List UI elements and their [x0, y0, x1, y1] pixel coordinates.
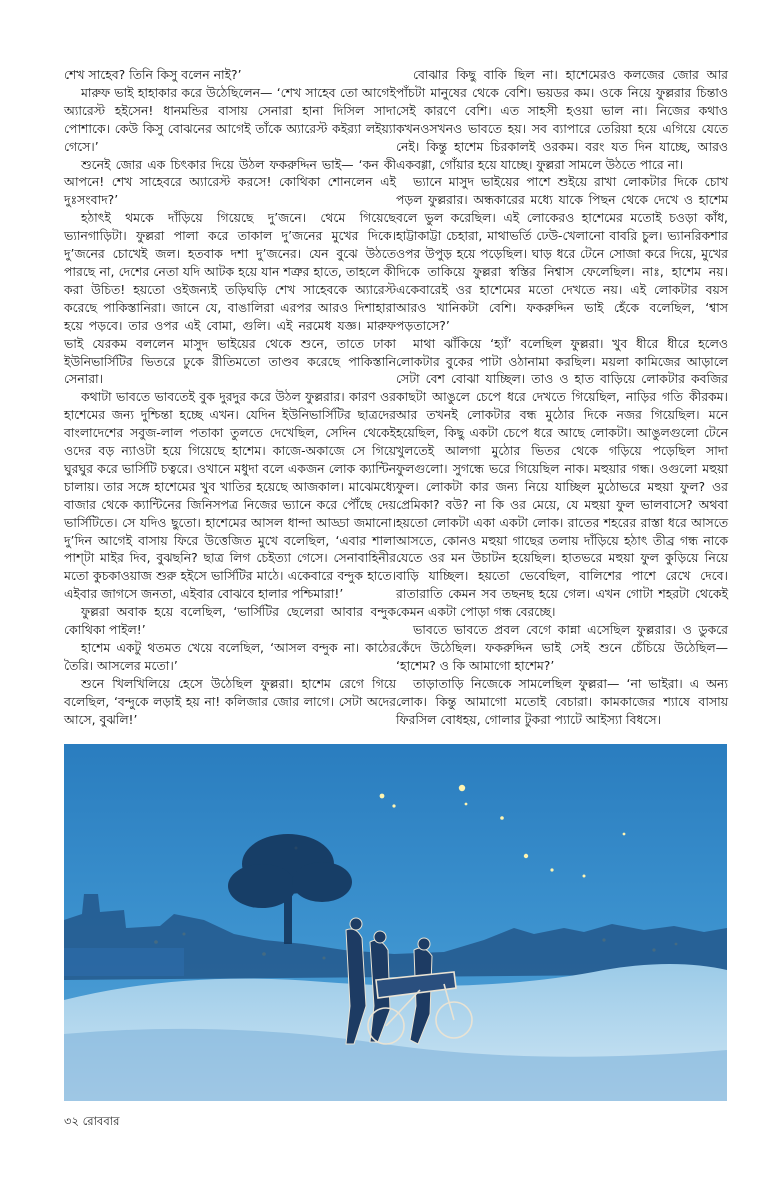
paragraph: বোঝার কিছু বাকি ছিল না। হাশেমেরও কলজের জোর আর পাঁচটা মানুষের থেকে বেশি। ভয়ডর কম। ওকে নিয়ে ফুল্লরার চিন্তাও সেই কারণে বেশি। এত সাহসী হওয়া ভাল না। নিজের কথাও কখনওসখনও ভাবতে হয়। সব ব্যাপারে তেরিয়া হয়ে এগিয়ে যেতে নেই। কিন্তু হাশেম চিরকালই ওরকম। বরং যত দিন যাচ্ছে, আরও একবগ্গা, গোঁয়ার হয়ে যাচ্ছে। ফুল্লরা সামলে উঠতে পারে না। [396, 67, 728, 172]
article-column-left [64, 66, 396, 729]
paragraph: ভ্যানে মাসুদ ভাইয়ের পাশে শুইয়ে রাখা লোকটার দিকে চোখ পড়ল ফুল্লরার। অন্ধকারের মধ্যে যাকে পিছন থেকে দেখে ও হাশেম বলে ভুল করেছিল। এই লোকেরও হাশেমের মতোই চওড়া কাঁধ, হাট্টাকাট্টা চেহারা, মাথাভর্তি ঢেউ-খেলানো বাবরি চুল। ভ্যানরিকশার ওপর উপুড় হয়ে পড়েছিল। ঘাড় ধরে টেনে সোজা করে দিয়ে, মুখের দিকে তাকিয়ে ফুল্লরা স্বস্তির নিশ্বাস ফেলেছিল। নাঃ, হাশেম নয়। একেবারেই ওর হাশেমের মতো দেখতে নয়। এই লোকটার বয়স আরও খানিকটা বেশি। ফকরুদ্দিন ভাই হেঁকে বলেছিল, ‘শ্বাস পড়তাসে?’ [396, 174, 728, 333]
paragraph: শুনেই জোর এক চিৎকার দিয়ে উঠল ফকরুদ্দিন ভাই— ‘কন কী আপনে! শেখ সাহেবরে অ্যারেস্ট করসে! কোথিকা শোনলেন এই দুঃসংবাদ?’ [64, 156, 396, 208]
paragraph: ফুল্লরা অবাক হয়ে বলেছিল, ‘ভার্সিটির ছেলেরা আবার বন্দুক কোথিকা পাইল!’ [64, 604, 396, 638]
article-column-right [396, 66, 728, 729]
paragraph: কথাটা ভাবতে ভাবতেই বুক দুরদুর করে উঠল ফুল্লরার। কারণ ওর হাশেমের জন্য দুশ্চিন্তা হচ্ছে এখন। যেদিন ইউনিভার্সিটির ছাত্রদের বাংলাদেশের সবুজ-লাল পতাকা তুলতে দেখেছিল, সেদিন থেকেই ওদের বড় ন্যাওটা হয়ে গিয়েছে হাশেম। কাজে-অকাজে সে গিয়ে ঘুরঘুর করে ভার্সিটি চত্বরে। ওখানে মধুদা বলে একজন লোক ক্যান্টিন চালায়। তার সঙ্গে হাশেমের খুব খাতির হয়েছে আজকাল। মাঝেমধ্যে বাজার থেকে ক্যান্টিনের জিনিসপত্র নিজের ভ্যানে করে পৌঁছে দেয় ভার্সিটিতে। সে যদিও ছুতো। হাশেমের আসল ধান্দা আড্ডা জমানো। দু’দিন আগেই বাসায় ফিরে উত্তেজিত মুখে বলেছিল, ‘এবার শালা পাশ্টা মাইর দিব, বুঝছনি? ছাত্র লিগ চেইত্যা গেসে। সেনাবাহিনীর মতো কুচকাওয়াজ শুরু হইসে ভার্সিটির মাঠে। একেবারে বন্দুক হাতে। এইবার জাগসে জনতা, এইবার বোঝবে হালার পশ্চিমারা!’ [64, 389, 396, 602]
paragraph: হঠাৎই থমকে দাঁড়িয়ে গিয়েছে দু’জনে। থেমে গিয়েছে ভ্যানগাড়িটা। ফুল্লরা পালা করে তাকাল দু’জনের মুখের দিকে। দু’জনের চোখেই জল। হতবাক দশা দু’জনের। যেন বুঝে উঠতে পারছে না, দেশের নেতা যদি আটক হয়ে যান শত্রুর হাতে, তাহলে কী করা উচিত! হয়তো ওইজন্যই তড়িঘড়ি শেখ সাহেবকে অ্যারেস্ট করেছে পাকিস্তানিরা। জানে যে, বাঙালিরা এরপর আরও দিশাহারা হয়ে পড়বে। তার ওপর এই বোমা, গুলি। এই নরমেধ যজ্ঞ। মারুফ ভাই যেরকম বললেন মাসুদ ভাইয়ের থেকে শুনে, তাতে ঢাকা ইউনিভার্সিটির ভিতরে ঢুকে রীতিমতো তাণ্ডব করেছে পাকিস্তানি সেনারা। [64, 210, 396, 387]
paragraph: শেখ সাহেব? তিনি কিসু বলেন নাই?’ [64, 67, 242, 82]
paragraph: ভাবতে ভাবতে প্রবল বেগে কান্না এসেছিল ফুল্লরার। ও ডুকরে কেঁদে উঠেছিল। ফকরুদ্দিন ভাই সেই শুনে চেঁচিয়ে উঠেছিল— ‘হাশেম? ও কি আমাগো হাশেম?’ [396, 622, 728, 673]
shanty-roofs [64, 948, 184, 976]
paragraph: মারুফ ভাই হাহাকার করে উঠেছিলেন— ‘শেখ সাহেব তো আগেই অ্যারেস্ট হইসেন! ধানমন্ডির বাসায় সেনারা হানা দিসিল সাদা পোশাকে। কেউ কিসু বোঝনের আগেই তাঁকে অ্যারেস্ট কইর‍্যা লইয়্যা গেসে।’ [64, 84, 396, 154]
night-scene-illustration [64, 744, 727, 1101]
paragraph: হাশেম একটু থতমত খেয়ে বলেছিল, ‘আসল বন্দুক না। কাঠের তৈরি। আসলের মতো।’ [64, 640, 396, 673]
paragraph: তাড়াতাড়ি নিজেকে সামলেছিল ফুল্লরা— ‘না ভাইরা। এ অন্য লোক। কিন্তু আমাগো মতোই বেচারা। কামকাজের শ্যাষে বাসায় ফিরসিল বোধহয়, গোলার টুকরা প্যাটে আইস্যা বিধসে। [396, 675, 728, 727]
page-footer: ৩২ রোববার [64, 1114, 120, 1128]
paragraph: শুনে খিলখিলিয়ে হেসে উঠেছিল ফুল্লরা। হাশেম রেগে গিয়ে বলেছিল, ‘বন্দুকে লড়াই হয় না! কলিজার জোর লাগে। সেটা অদের আসে, বুঝলি!’ [64, 675, 396, 727]
paragraph: মাথা ঝাঁকিয়ে ‘হ্যাঁ’ বলেছিল ফুল্লরা। খুব ধীরে ধীরে হলেও লোকটার বুকের পাটা ওঠানামা করছিল। ময়লা কামিজের আড়ালে সেটা বেশ বোঝা যাচ্ছিল। তাও ও হাত বাড়িয়ে লোকটার কবজির কাছটা আঙুলে চেপে ধরে দেখতে গিয়েছিল, নাড়ির গতি কীরকম। আর তখনই লোকটার বন্ধ মুঠোর দিকে নজর গিয়েছিল। মনে হয়েছিল, কিছু একটা চেপে ধরে আছে লোকটা। আঙুলগুলো টেনে খুলতেই আলগা মুঠোর ভিতর থেকে গড়িয়ে পড়েছিল সাদা ফুলগুলো। সুগন্ধে ভরে গিয়েছিল নাক। মহুয়ার গন্ধ। ওগুলো মহুয়া ফুল। লোকটা কার জন্য নিয়ে যাচ্ছিল মুঠোভরে মহুয়া ফুল? ওর প্রেমিকা? বউ? না কি ওর মেয়ে, যে মহুয়া ফুল ভালবাসে? অথবা হয়তো লোকটা একা একটা লোক। রাতের শহরের রাস্তা ধরে আসতে আসতে, কোনও মহুয়া গাছের তলায় দাঁড়িয়ে হঠাৎ তীব্র গন্ধ নাকে যেতে ওর মন উচাটন হয়েছিল। হাতভরে মহুয়া ফুল কুড়িয়ে নিয়ে বাড়ি যাচ্ছিল। হয়তো ভেবেছিল, বালিশের পাশে রেখে দেবে। রাতারাতি কেমন সব তছনছ হয়ে গেল। এখন গোটা শহরটা থেকেই কেমন একটা পোড়া গন্ধ বেরচ্ছে। [396, 335, 728, 620]
